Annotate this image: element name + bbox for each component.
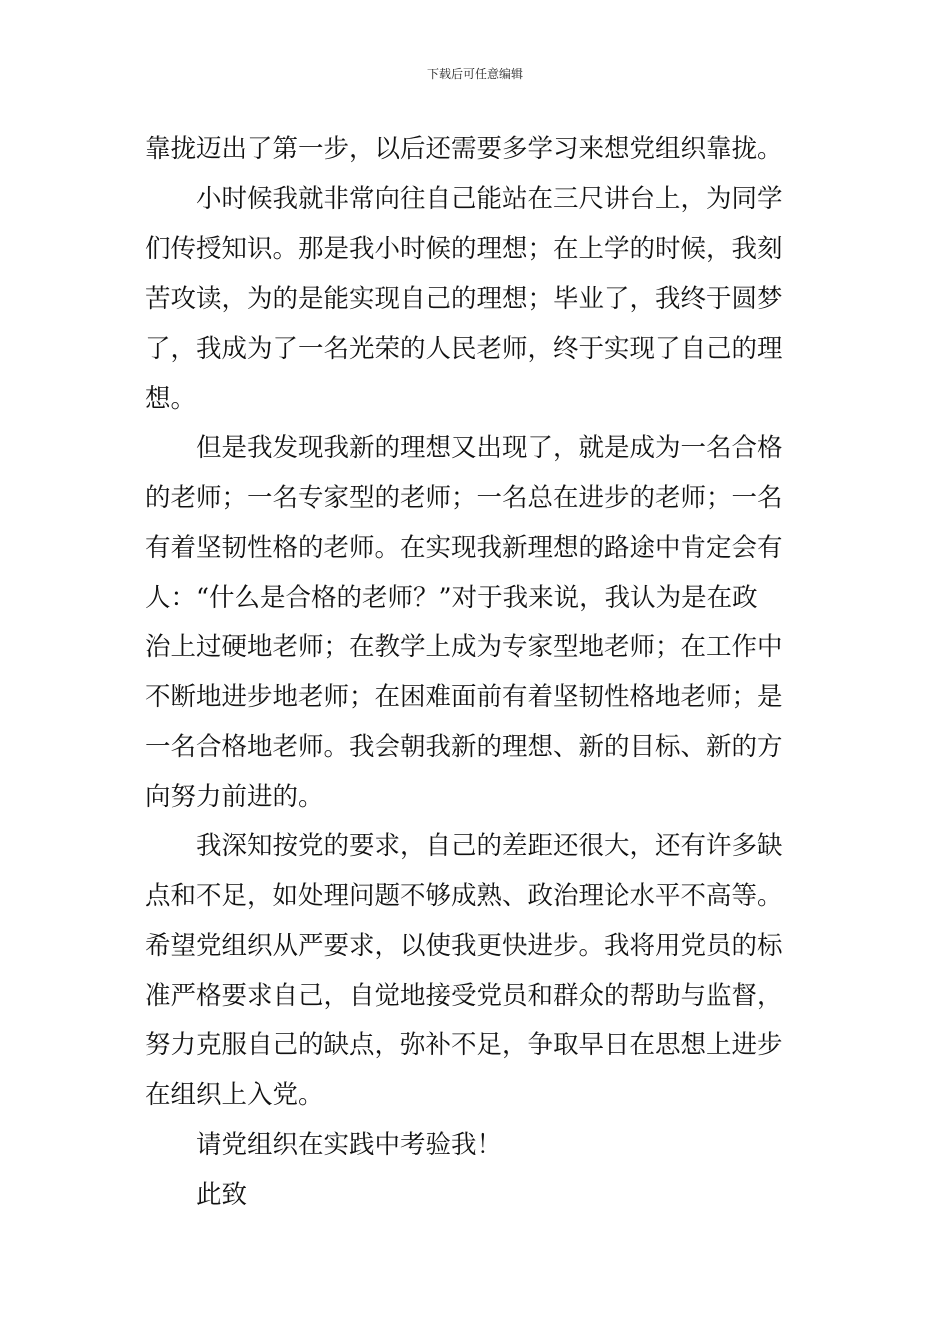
text-line: 小时候我就非常向往自己能站在三尺讲台上，为同学: [196, 184, 783, 214]
text-line: 一名合格地老师。我会朝我新的理想、新的目标、新的方: [145, 732, 783, 762]
text-line: 在组织上入党。: [145, 1080, 324, 1110]
text-line: 靠拢迈出了第一步，以后还需要多学习来想党组织靠拢。: [145, 134, 783, 164]
text-line: 向努力前进的。: [145, 782, 324, 812]
text-line: 此致: [196, 1180, 248, 1210]
text-line: 我深知按党的要求，自己的差距还很大，还有许多缺: [196, 831, 783, 861]
text-line: 希望党组织从严要求，以使我更快进步。我将用党员的标: [145, 931, 783, 961]
text-line: 治上过硬地老师；在教学上成为专家型地老师；在工作中: [145, 632, 783, 662]
text-line: 有着坚韧性格的老师。在实现我新理想的路途中肯定会有: [145, 533, 783, 563]
text-line: 不断地进步地老师；在困难面前有着坚韧性格地老师；是: [145, 682, 783, 712]
header-note: 下载后可任意编辑: [426, 67, 523, 81]
text-line: 想。: [145, 384, 197, 414]
text-line: 准严格要求自己，自觉地接受党员和群众的帮助与监督，: [145, 981, 783, 1011]
text-line: 人：“什么是合格的老师？”对于我来说，我认为是在政: [145, 583, 758, 613]
text-line: 的老师；一名专家型的老师；一名总在进步的老师；一名: [145, 483, 783, 513]
text-line: 但是我发现我新的理想又出现了，就是成为一名合格: [196, 433, 783, 463]
text-line: 了，我成为了一名光荣的人民老师，终于实现了自己的理: [145, 334, 783, 364]
text-line: 点和不足，如处理问题不够成熟、政治理论水平不高等。: [145, 881, 783, 911]
text-line: 苦攻读，为的是能实现自己的理想；毕业了，我终于圆梦: [145, 284, 783, 314]
text-line: 请党组织在实践中考验我！: [196, 1130, 503, 1160]
text-line: 努力克服自己的缺点，弥补不足，争取早日在思想上进步: [145, 1030, 783, 1060]
text-line: 们传授知识。那是我小时候的理想；在上学的时候，我刻: [145, 234, 783, 264]
